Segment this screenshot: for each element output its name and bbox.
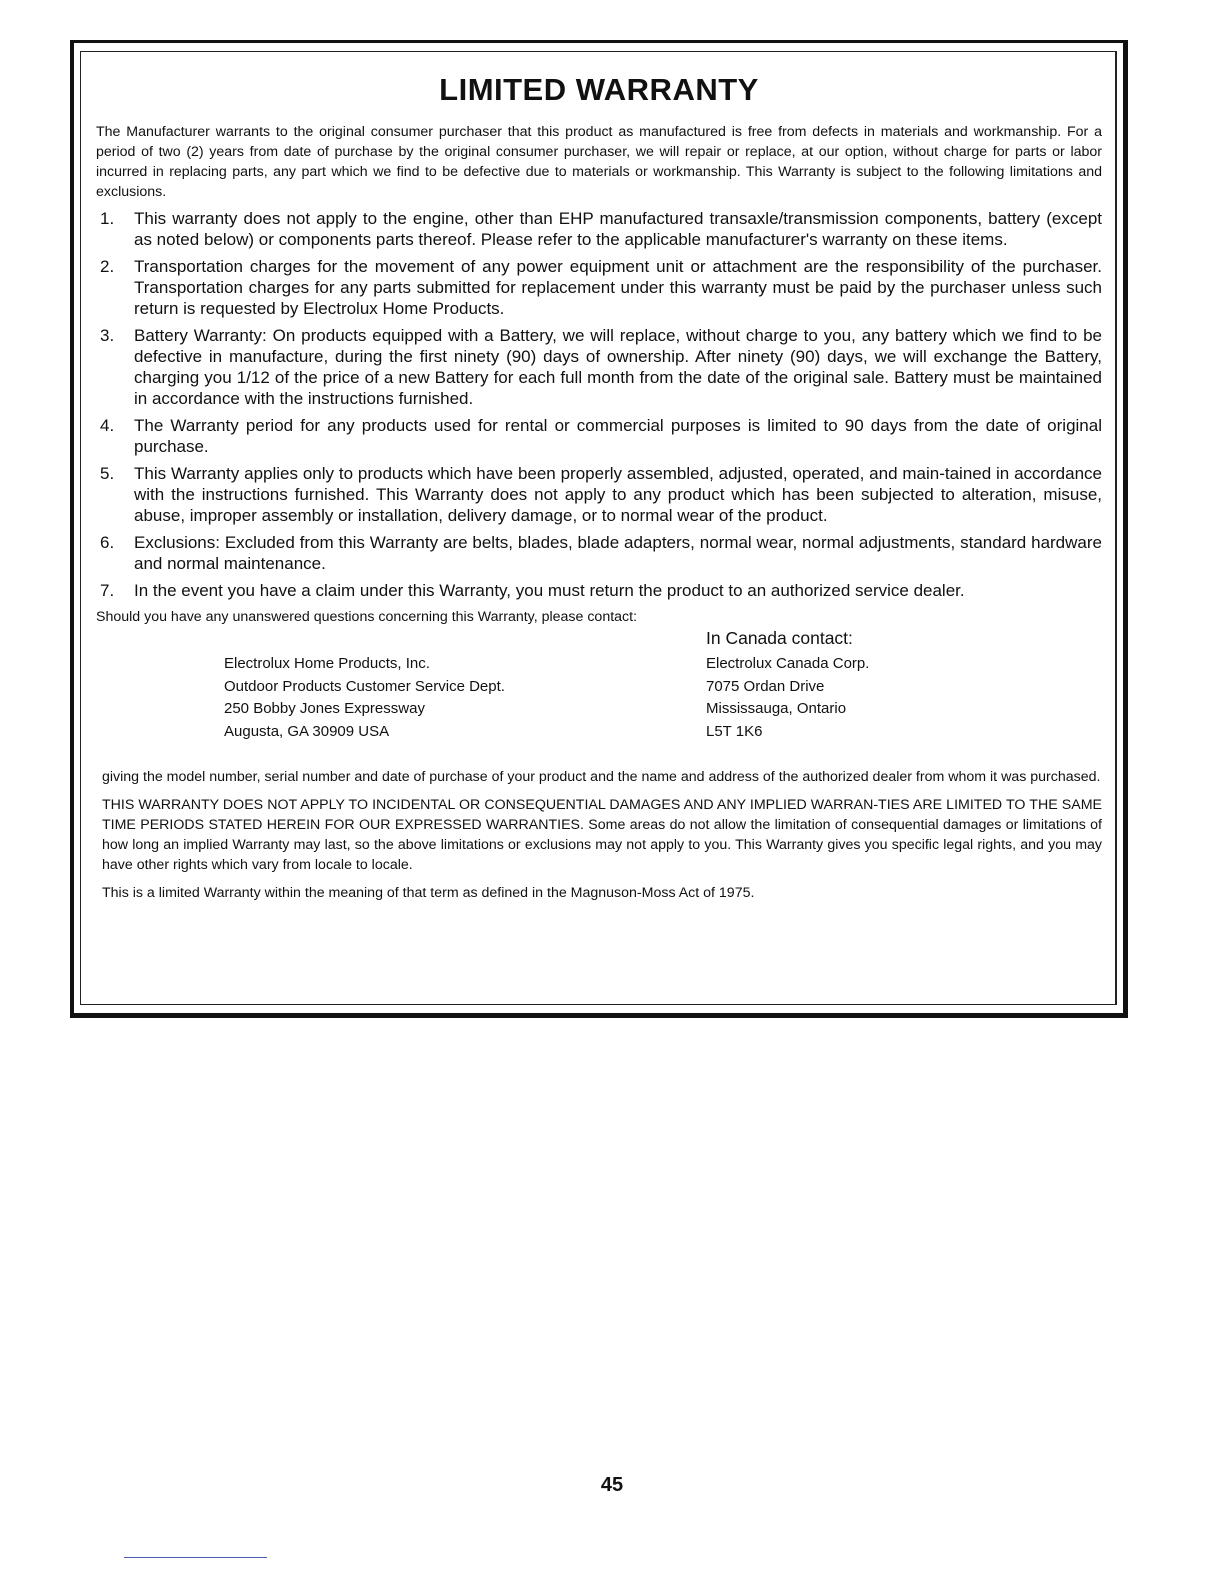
list-item: [96, 580, 1102, 601]
item-text: Exclusions: Excluded from this Warranty are belts, blades, blade adapters, normal wear, normal adjustments, standard hardware and normal maintenance.: [134, 533, 1102, 573]
us-address: [224, 653, 505, 743]
item-number: 6.: [100, 533, 115, 552]
canada-address: [706, 653, 869, 743]
item-text: Transportation charges for the movement of any power equipment unit or attachment are the responsibility of the purchaser. Transportation charges for any parts submitted for replacement under this warranty must be paid by the purchaser unless such return is requested by Electrolux Home Products.: [134, 257, 1102, 318]
item-number: 2.: [100, 257, 115, 276]
list-item: [96, 463, 1102, 526]
contact-lead: Should you have any unanswered questions concerning this Warranty, please contact:: [96, 609, 638, 625]
item-number: 5.: [100, 464, 115, 483]
address-line: Outdoor Products Customer Service Dept.: [224, 677, 505, 695]
page-number: 45: [600, 1474, 624, 1496]
item-text: Battery Warranty: On products equipped with a Battery, we will replace, without charge to you, any battery which we find to be defective in manufacture, during the first ninety (90) days of ownership. After ninety (90) days, we will exchange the Battery, charging you 1/12 of the price of a new Battery for each full month from the date of the original sale. Battery must be maintained in accordance with the instructions furnished.: [134, 326, 1102, 408]
canada-heading: In Canada contact:: [706, 628, 853, 648]
item-text: This warranty does not apply to the engine, other than EHP manufactured transaxle/transmission components, battery (except as noted below) or components parts thereof. Please refer to the applicable manufacturer's warranty on these items.: [134, 209, 1102, 249]
disclaimer-text: THIS WARRANTY DOES NOT APPLY TO INCIDENTAL OR CONSEQUENTIAL DAMAGES AND ANY IMPLIED WARRAN-TIES ARE LIMITED TO THE SAME TIME PERIODS STATED HEREIN FOR OUR EXPRESSED WARRANTIES. Some areas do not allow the limitation of consequential damages or limitations of how long an implied Warranty may last, so the above limitations or exclusions may not apply to you. This Warranty gives you specific legal rights, and you may have other rights which vary from locale to locale.: [102, 797, 1102, 873]
address-line: Augusta, GA 30909 USA: [224, 722, 390, 740]
footer-rule: [124, 1557, 267, 1558]
addresses: [96, 627, 1102, 757]
giving-text: giving the model number, serial number and date of purchase of your product and the name and address of the authorized dealer from whom it was purchased.: [102, 769, 1101, 785]
warranty-intro: The Manufacturer warrants to the original consumer purchaser that this product as manufactured is free from defects in materials and workmanship. For a period of two (2) years from date of purchase by the original consumer purchaser, we will repair or replace, at our option, without charge for parts or labor incurred in replacing parts, any part which we find to be defective due to materials or workmanship. This Warranty is subject to the following limitations and exclusions.: [96, 124, 1102, 200]
item-number: 1.: [100, 209, 115, 228]
address-line: Mississauga, Ontario: [706, 700, 847, 717]
list-item: [96, 256, 1102, 319]
address-line: 7075 Ordan Drive: [706, 677, 825, 695]
item-text: In the event you have a claim under this Warranty, you must return the product to an authorized service dealer.: [134, 581, 965, 600]
address-line: 250 Bobby Jones Expressway: [224, 700, 425, 717]
list-item: [96, 415, 1102, 457]
warranty-content: [96, 70, 1102, 911]
item-text: The Warranty period for any products used for rental or commercial purposes is limited to 90 days from the date of original purchase.: [134, 416, 1102, 456]
address-line: Electrolux Canada Corp.: [706, 655, 870, 672]
address-line: L5T 1K6: [706, 722, 763, 740]
list-item: [96, 208, 1102, 250]
item-number: 7.: [100, 581, 115, 600]
item-text: This Warranty applies only to products which have been properly assembled, adjusted, operated, and main-tained in accordance with the instructions furnished. This Warranty does not apply to any product which has been subjected to alteration, misuse, abuse, improper assembly or installation, delivery damage, or to normal wear of the product.: [134, 464, 1102, 525]
list-item: [96, 532, 1102, 574]
closing-text: [96, 767, 1102, 903]
item-number: 4.: [100, 416, 115, 435]
address-line: Electrolux Home Products, Inc.: [224, 655, 430, 672]
limitations-list: [96, 208, 1102, 601]
item-number: 3.: [100, 326, 115, 345]
page-title: LIMITED WARRANTY: [439, 72, 759, 107]
magnuson-moss-text: This is a limited Warranty within the meaning of that term as defined in the Magnuson-Moss Act of 1975.: [102, 885, 755, 901]
list-item: [96, 325, 1102, 409]
